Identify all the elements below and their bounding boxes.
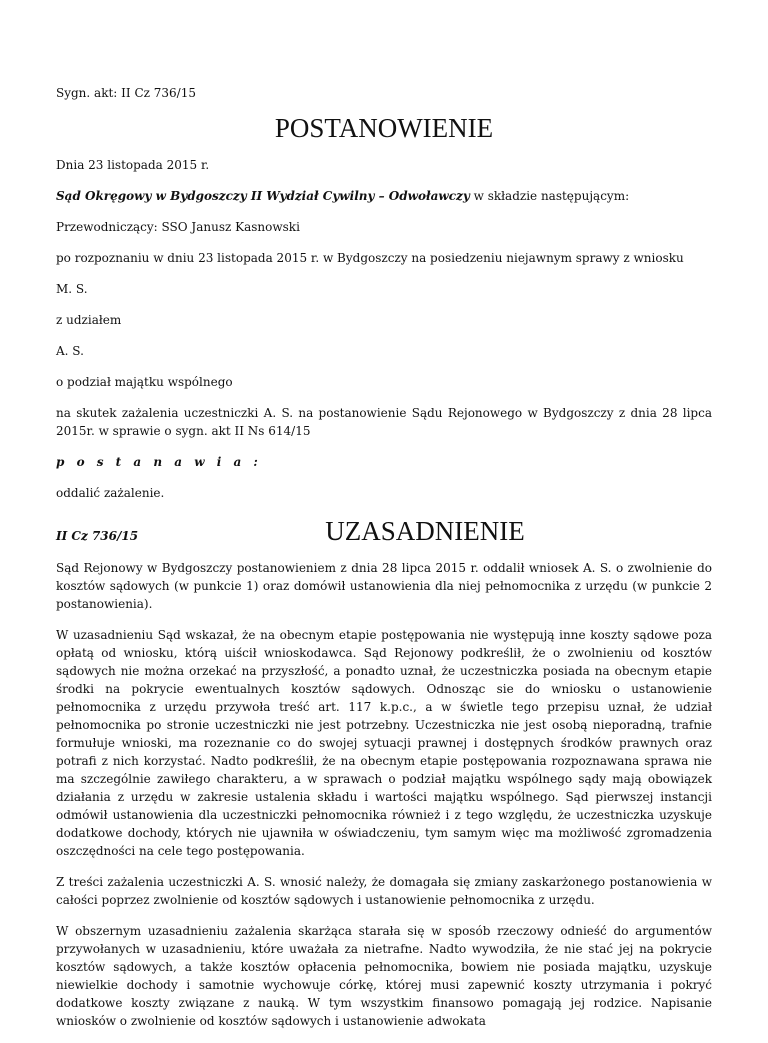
decision-date: Dnia 23 listopada 2015 r. (56, 158, 210, 172)
resolves-label: p o s t a n a w i a : (56, 455, 262, 469)
appeal-info: na skutek zażalenia uczestniczki A. S. na postanowienie Sądu Rejonowego w Bydgoszczy z dnia 28 lipca 2015r. w sprawie o sygn. akt II Ns 614/15 (56, 406, 712, 438)
justification-paragraph: W obszernym uzasadnieniu zażalenia skarżąca starała się w sposób rzeczowy odnieść do argumentów przywołanych w uzasadnieniu, które uważała za nietrafne. Nadto wywodziła, że nie stać jej na pokrycie kosztów sądowych, a także kosztów opłacenia pełnomocnika, bowiem nie posiada majątku, uzyskuje niewielkie dochody i samotnie wychowuje córkę, której musi zapewnić koszty utrzymania i pokryć dodatkowe koszty związane z nauką. W tym wszystkim finansowo pomagają jej rodzice. Napisanie wniosków o zwolnienie od kosztów sądowych i ustanowienie adwokata (56, 924, 712, 1028)
participation-label: z udziałem (56, 313, 122, 327)
participant-name: A. S. (56, 344, 84, 358)
case-subject: o podział majątku wspólnego (56, 375, 233, 389)
case-signature: Sygn. akt: II Cz 736/15 (56, 86, 196, 100)
court-name: Sąd Okręgowy w Bydgoszczy II Wydział Cywilny – Odwoławczy (56, 189, 470, 203)
chairperson: Przewodniczący: SSO Janusz Kasnowski (56, 220, 300, 234)
applicant-name: M. S. (56, 282, 88, 296)
consideration-line: po rozpoznaniu w dniu 23 listopada 2015 r. w Bydgoszczy na posiedzeniu niejawnym sprawy z wniosku (56, 251, 684, 265)
court-composition (56, 187, 712, 205)
decision-text: oddalić zażalenie. (56, 486, 165, 500)
justification-paragraph: Z treści zażalenia uczestniczki A. S. wnosić należy, że domagała się zmiany zaskarżonego postanowienia w całości poprzez zwolnienie od kosztów sądowych i ustanowienie pełnomocnika z urzędu. (56, 875, 712, 907)
court-suffix: w składzie następującym: (469, 189, 630, 203)
case-reference: II Cz 736/15 (56, 529, 139, 543)
justification-title: UZASADNIENIE (325, 516, 525, 546)
document-page (56, 84, 712, 1043)
document-title: POSTANOWIENIE (274, 113, 494, 143)
justification-paragraph: Sąd Rejonowy w Bydgoszczy postanowieniem z dnia 28 lipca 2015 r. oddalił wniosek A. S. o zwolnienie do kosztów sądowych (w punkcie 1) oraz domówił ustanowienia dla niej pełnomocnika z urzędu (w punkcie 2 postanowienia). (56, 561, 712, 611)
justification-paragraph: W uzasadnieniu Sąd wskazał, że na obecnym etapie postępowania nie występują inne koszty sądowe poza opłatą od wniosku, którą uiścił wnioskodawca. Sąd Rejonowy podkreślił, że o zwolnieniu od kosztów sądowych nie można orzekać na przyszłość, a ponadto uznał, że uczestniczka posiada na obecnym etapie środki na pokrycie ewentualnych kosztów sądowych. Odnosząc sie do wniosku o ustanowienie pełnomocnika z urzędu przywoła treść art. 117 k.p.c., a w świetle tego przepisu uznał, że udział pełnomocnika po stronie uczestniczki nie jest potrzebny. Uczestniczka nie jest osobą nieporadną, trafnie formułuje wnioski, ma rozeznanie co do swojej sytuacji prawnej i dostępnych środków prawnych oraz potrafi z nich korzystać. Nadto podkreślił, że na obecnym etapie postępowania rozpoznawana sprawa nie ma szczególnie zawiłego charakteru, a w sprawach o podział majątku wspólnego sądy mają obowiązek działania z urzędu w zakresie ustalenia składu i wartości majątku wspólnego. Sąd pierwszej instancji odmówił ustanowienia dla uczestniczki pełnomocnika również i z tego względu, że uczestniczka uzyskuje dodatkowe dochody, których nie ujawniła w oświadczeniu, tym samym więc ma możliwość zgromadzenia oszczędności na cele tego postępowania. (56, 628, 712, 858)
justification-header (56, 515, 712, 547)
